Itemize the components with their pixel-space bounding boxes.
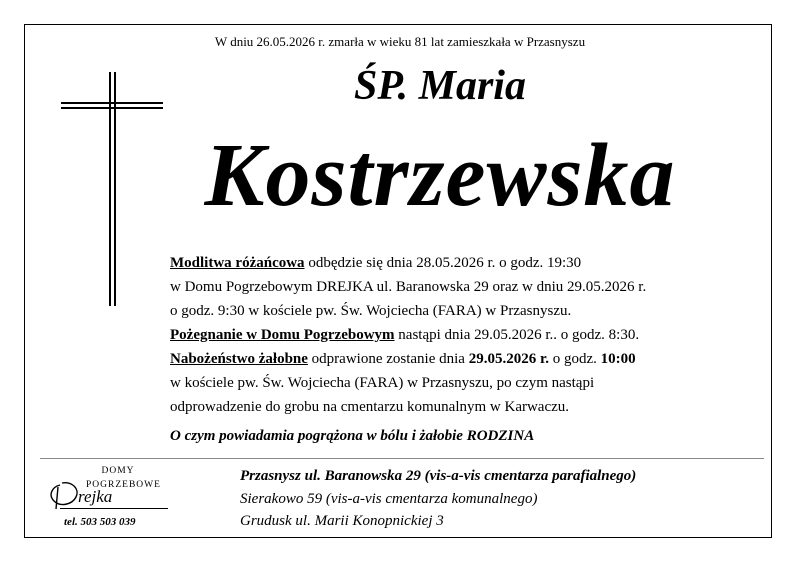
family-closing: O czym powiadamia pogrążona w bólu i żałobie RODZINA [170, 428, 535, 444]
death-announcement-intro: W dniu 26.05.2026 r. zmarła w wieku 81 lat zamieszkała w Przasnyszu [214, 34, 586, 49]
ceremony-line: Pożegnanie w Domu Pogrzebowym nastąpi dnia 29.05.2026 r.. o godz. 8:30. [170, 327, 640, 343]
ceremony-line: odprowadzenie do grobu na cmentarzu komunalnym w Karwaczu. [170, 399, 570, 415]
logo-domy: DOMY [101, 466, 135, 476]
address-grudusk: Grudusk ul. Marii Konopnickiej 3 [240, 513, 444, 529]
deceased-surname: Kostrzewska [204, 126, 676, 225]
ceremony-details [170, 251, 730, 419]
funeral-mass-heading: Nabożeństwo żałobne [170, 351, 308, 367]
rosary-heading: Modlitwa różańcowa [170, 255, 305, 271]
farewell-heading: Pożegnanie w Domu Pogrzebowym [170, 327, 395, 343]
address-przasnysz: Przasnysz ul. Baranowska 29 (vis-a-vis cmentarza parafialnego) [240, 468, 637, 484]
ceremony-line: Nabożeństwo żałobne odprawione zostanie dnia 29.05.2026 r. o godz. 10:00 [170, 351, 636, 367]
logo-pogrzebowe: POGRZEBOWE [86, 480, 161, 490]
logo-rule [60, 508, 168, 509]
deceased-first-name: ŚP. Maria [354, 63, 526, 109]
phone-number: tel. 503 503 039 [64, 516, 136, 528]
ceremony-line: w Domu Pogrzebowym DREJKA ul. Baranowska 29 oraz w dniu 29.05.2026 r. [170, 279, 647, 295]
svg-text:rejka: rejka [78, 487, 113, 506]
ceremony-line: Modlitwa różańcowa odbędzie się dnia 28.05.2026 r. o godz. 19:30 [170, 255, 582, 271]
address-sierakowo: Sierakowo 59 (vis-a-vis cmentarza komunalnego) [240, 491, 538, 507]
ceremony-line: w kościele pw. Św. Wojciecha (FARA) w Przasnyszu, po czym nastąpi [170, 375, 595, 391]
ceremony-line: o godz. 9:30 w kościele pw. Św. Wojciecha (FARA) w Przasnyszu. [170, 303, 572, 319]
footer-divider [40, 458, 764, 459]
